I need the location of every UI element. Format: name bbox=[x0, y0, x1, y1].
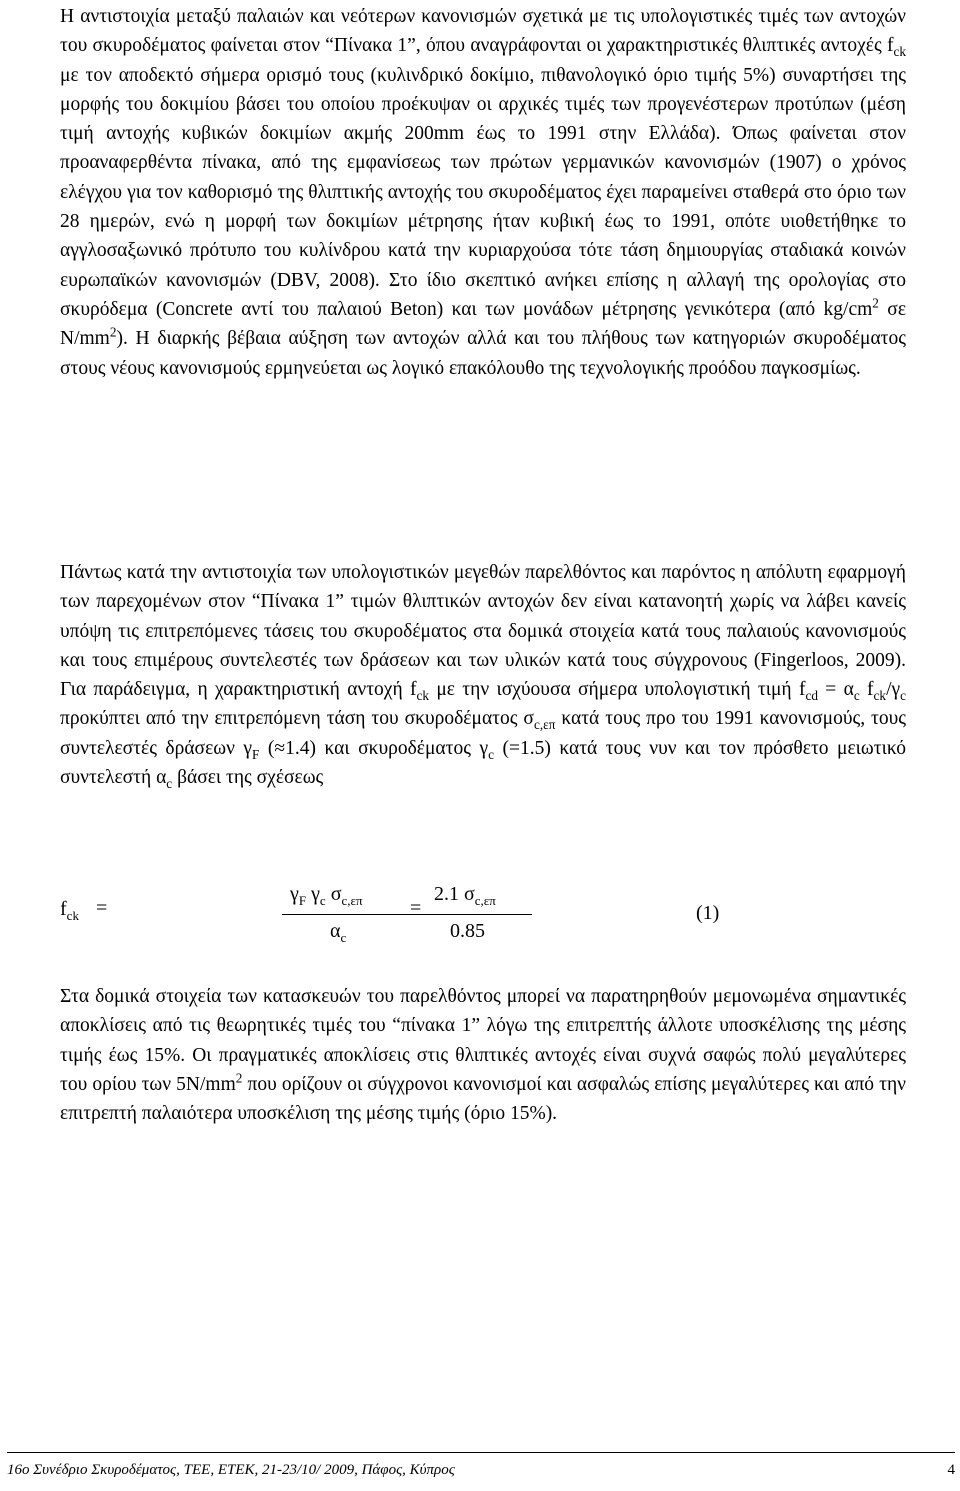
text-run: κατά τους προ του 1991 κανονισμούς, τους συντελεστές δράσεων γ bbox=[60, 708, 906, 759]
paragraph-1 bbox=[60, 2, 906, 383]
text-run: Πάντως κατά την αντιστοιχία των υπολογιστικών μεγεθών παρελθόντος και παρόντος η απόλυτη εφαρμογή των παρεχομένων στον “Πίνακα 1” τιμών θλιπτικών αντοχών δεν είναι κατανοητή χωρίς να λάβει κανείς υπόψη τις επιτρεπόμενες τάσεις του σκυροδέματος στα δομικά στοιχεία κατά τους παλαιούς κανονισμούς και τους επιμέρους συντελεστές των δράσεων και των υλικών κατά τους σύγχρονους (Fingerloos, 2009). Για παράδειγμα, η χαρακτηριστική αντοχή f bbox=[60, 562, 906, 701]
text-run: με τον αποδεκτό σήμερα ορισμό τους (κυλινδρικό δοκίμιο, πιθανολογικό όριο τιμής 5%) συναρτήσει της μορφής του δοκιμίου βάσει του οποίου προέκυψαν οι αρχικές τιμές των προγενέστερων προτύπων (μέση τιμή αντοχής κυβικών δοκιμίων ακμής 200mm έως το 1991 στην Ελλάδα). Όπως φαίνεται στον προαναφερθέντα πίνακα, από της εμφανίσεως των πρώτων γερμανικών κανονισμών (1907) ο χρόνος ελέγχου για τον καθορισμό της θλιπτικής αντοχής του σκυροδέματος έχει παραμείνει σταθερά στο όριο των 28 ημερών, ενώ η μορφή των δοκιμίων μέτρησης ήταν κυβική έως το 1991, οπότε υιοθετήθηκε το αγγλοσαξωνικό πρότυπο του κυλίνδρου κατά την κυριαρχούσα τότε τάση δημιουργίας σταδιακά κοινών ευρωπαϊκών κανονισμών (DBV, 2008). Στο ίδιο σκεπτικό ανήκει επίσης η αλλαγή της ορολογίας στο σκυρόδεμα (Concrete αντί του παλαιού Beton) και των μονάδων μέτρησης γενικότερα (από kg/cm bbox=[60, 64, 906, 320]
text-run: με την ισχύουσα σήμερα υπολογιστική τιμή f bbox=[429, 679, 806, 701]
text-run: Η αντιστοιχία μεταξύ παλαιών και νεότερων κανονισμών σχετικά με τις υπολογιστικές τιμές των αντοχών του σκυροδέματος φαίνεται στον “Πίνακα 1”, όπου αναγράφονται οι χαρακτηριστικές θλιπτικές αντοχές f bbox=[60, 6, 906, 57]
subscript: c bbox=[488, 746, 494, 762]
eq-numerator-2: 2.1 $\sigma_{c,\varepsilon\pi}$ bbox=[434, 883, 496, 908]
paragraph-2 bbox=[60, 558, 906, 792]
eq-number: (1) bbox=[696, 902, 720, 924]
eq-denominator-1: $\alpha_c$ bbox=[330, 920, 347, 945]
text-run: που ορίζουν οι σύγχρονοι κανονισμοί και ασφαλώς επίσης μεγαλύτερες και από την επιτρεπτή παλαιότερα υποσκέλιση της μέσης τιμής (όριο 15%). bbox=[60, 1073, 906, 1125]
subscript: c bbox=[853, 688, 860, 704]
text-run: ). Η διαρκής βέβαια αύξηση των αντοχών αλλά και του πλήθους των κατηγοριών σκυροδέματος στους νέους κανονισμούς ερμηνεύεται ως λογικό επακόλουθο της τεχνολογικής προόδου παγκοσμίως. bbox=[60, 328, 906, 379]
superscript: 2 bbox=[235, 1070, 243, 1086]
superscript: 2 bbox=[872, 295, 879, 311]
text-run: (=1.5) κατά τους νυν και τον πρόσθετο μειωτικό συντελεστή α bbox=[60, 737, 906, 789]
eq-equals-1: = bbox=[96, 897, 108, 919]
subscript: cd bbox=[805, 688, 818, 704]
eq-numerator: $\gamma_F$ $\gamma_c$ $\sigma_{c,\varepsilon\pi}$ bbox=[290, 883, 363, 908]
text-run: = α bbox=[817, 679, 854, 701]
equation-1 bbox=[60, 876, 906, 956]
subscript: c,επ bbox=[533, 717, 556, 733]
page-number: 4 bbox=[947, 1462, 955, 1478]
subscript: ck bbox=[416, 688, 429, 704]
eq-lhs: $f_{ck}$ bbox=[60, 898, 79, 923]
subscript: c bbox=[900, 688, 906, 704]
footer-text: 16ο Συνέδριο Σκυροδέματος, ΤΕΕ, ΕΤΕΚ, 21-23/10/ 2009, Πάφος, Κύπρος bbox=[7, 1462, 455, 1478]
paragraph-3 bbox=[60, 982, 906, 1128]
subscript: ck bbox=[873, 688, 887, 704]
text-run: σε N/mm bbox=[60, 298, 907, 350]
subscript: c bbox=[166, 775, 173, 791]
page-footer bbox=[7, 1462, 955, 1479]
subscript: F bbox=[252, 746, 260, 762]
text-run: (≈1.4) και σκυροδέματος γ bbox=[259, 737, 489, 759]
text-run: /γ bbox=[886, 679, 901, 701]
superscript: 2 bbox=[109, 324, 117, 340]
eq-fraction-bar-2 bbox=[432, 914, 532, 915]
footer-rule bbox=[7, 1452, 955, 1453]
text-run: Στα δομικά στοιχεία των κατασκευών του παρελθόντος μπορεί να παρατηρηθούν μεμονωμένα σημαντικές αποκλίσεις από τις θεωρητικές τιμές του “πίνακα 1” λόγω της επιτρεπτής άλλοτε υποσκέλισης της μέσης τιμής έως 15%. Οι πραγματικές αποκλίσεις στις θλιπτικές αντοχές είναι συχνά σαφώς πολύ μεγαλύτερες του ορίου των 5N/mm bbox=[60, 986, 906, 1095]
subscript: ck bbox=[893, 44, 906, 60]
text-run: προκύπτει από την επιτρεπόμενη τάση του σκυροδέματος σ bbox=[60, 708, 534, 730]
text-run: βάσει της σχέσεως bbox=[172, 767, 324, 789]
eq-denominator-2: 0.85 bbox=[450, 920, 485, 942]
text-run: f bbox=[859, 679, 874, 701]
eq-equals-2: = bbox=[410, 897, 422, 919]
